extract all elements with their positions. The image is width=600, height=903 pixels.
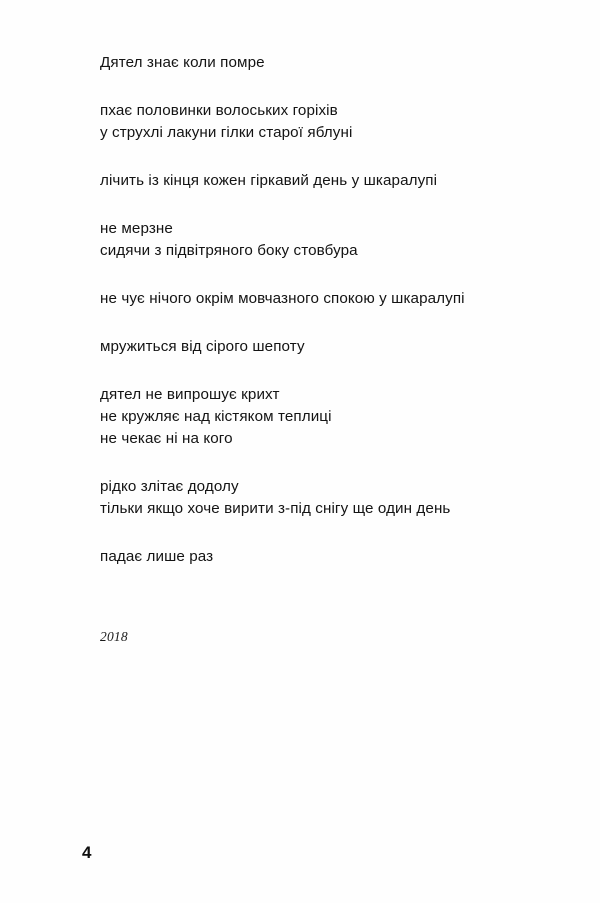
- poem-body: [100, 52, 570, 568]
- stanza: [100, 384, 570, 450]
- poem-line: не чує нічого окрім мовчазного спокою у шкаралупі: [100, 290, 465, 307]
- poem-line: мружиться від сірого шепоту: [100, 338, 305, 355]
- stanza: [100, 336, 570, 358]
- poem-line: не чекає ні на кого: [100, 430, 233, 447]
- stanza: [100, 288, 570, 310]
- poem-line: пхає половинки волоських горіхів: [100, 102, 338, 119]
- poem-line: сидячи з підвітряного боку стовбура: [100, 242, 358, 259]
- poem-line: не мерзне: [100, 220, 173, 237]
- stanza: [100, 52, 570, 74]
- page-number: 4: [82, 843, 92, 862]
- poem-line: у струхлі лакуни гілки старої яблуні: [100, 124, 353, 141]
- stanza: [100, 170, 570, 192]
- poem-line: тільки якщо хоче вирити з-під снігу ще один день: [100, 500, 451, 517]
- stanza: [100, 476, 570, 520]
- poem-year: 2018: [100, 629, 128, 644]
- stanza: [100, 218, 570, 262]
- poem-line: не кружляє над кістяком теплиці: [100, 408, 332, 425]
- stanza: [100, 546, 570, 568]
- poem-line: рідко злітає додолу: [100, 478, 239, 495]
- poem-line: падає лише раз: [100, 548, 214, 565]
- poem-line: Дятел знає коли помре: [100, 54, 265, 71]
- stanza: [100, 100, 570, 144]
- poem-line: дятел не випрошує крихт: [100, 386, 280, 403]
- poem-line: лічить із кінця кожен гіркавий день у шкаралупі: [100, 172, 438, 189]
